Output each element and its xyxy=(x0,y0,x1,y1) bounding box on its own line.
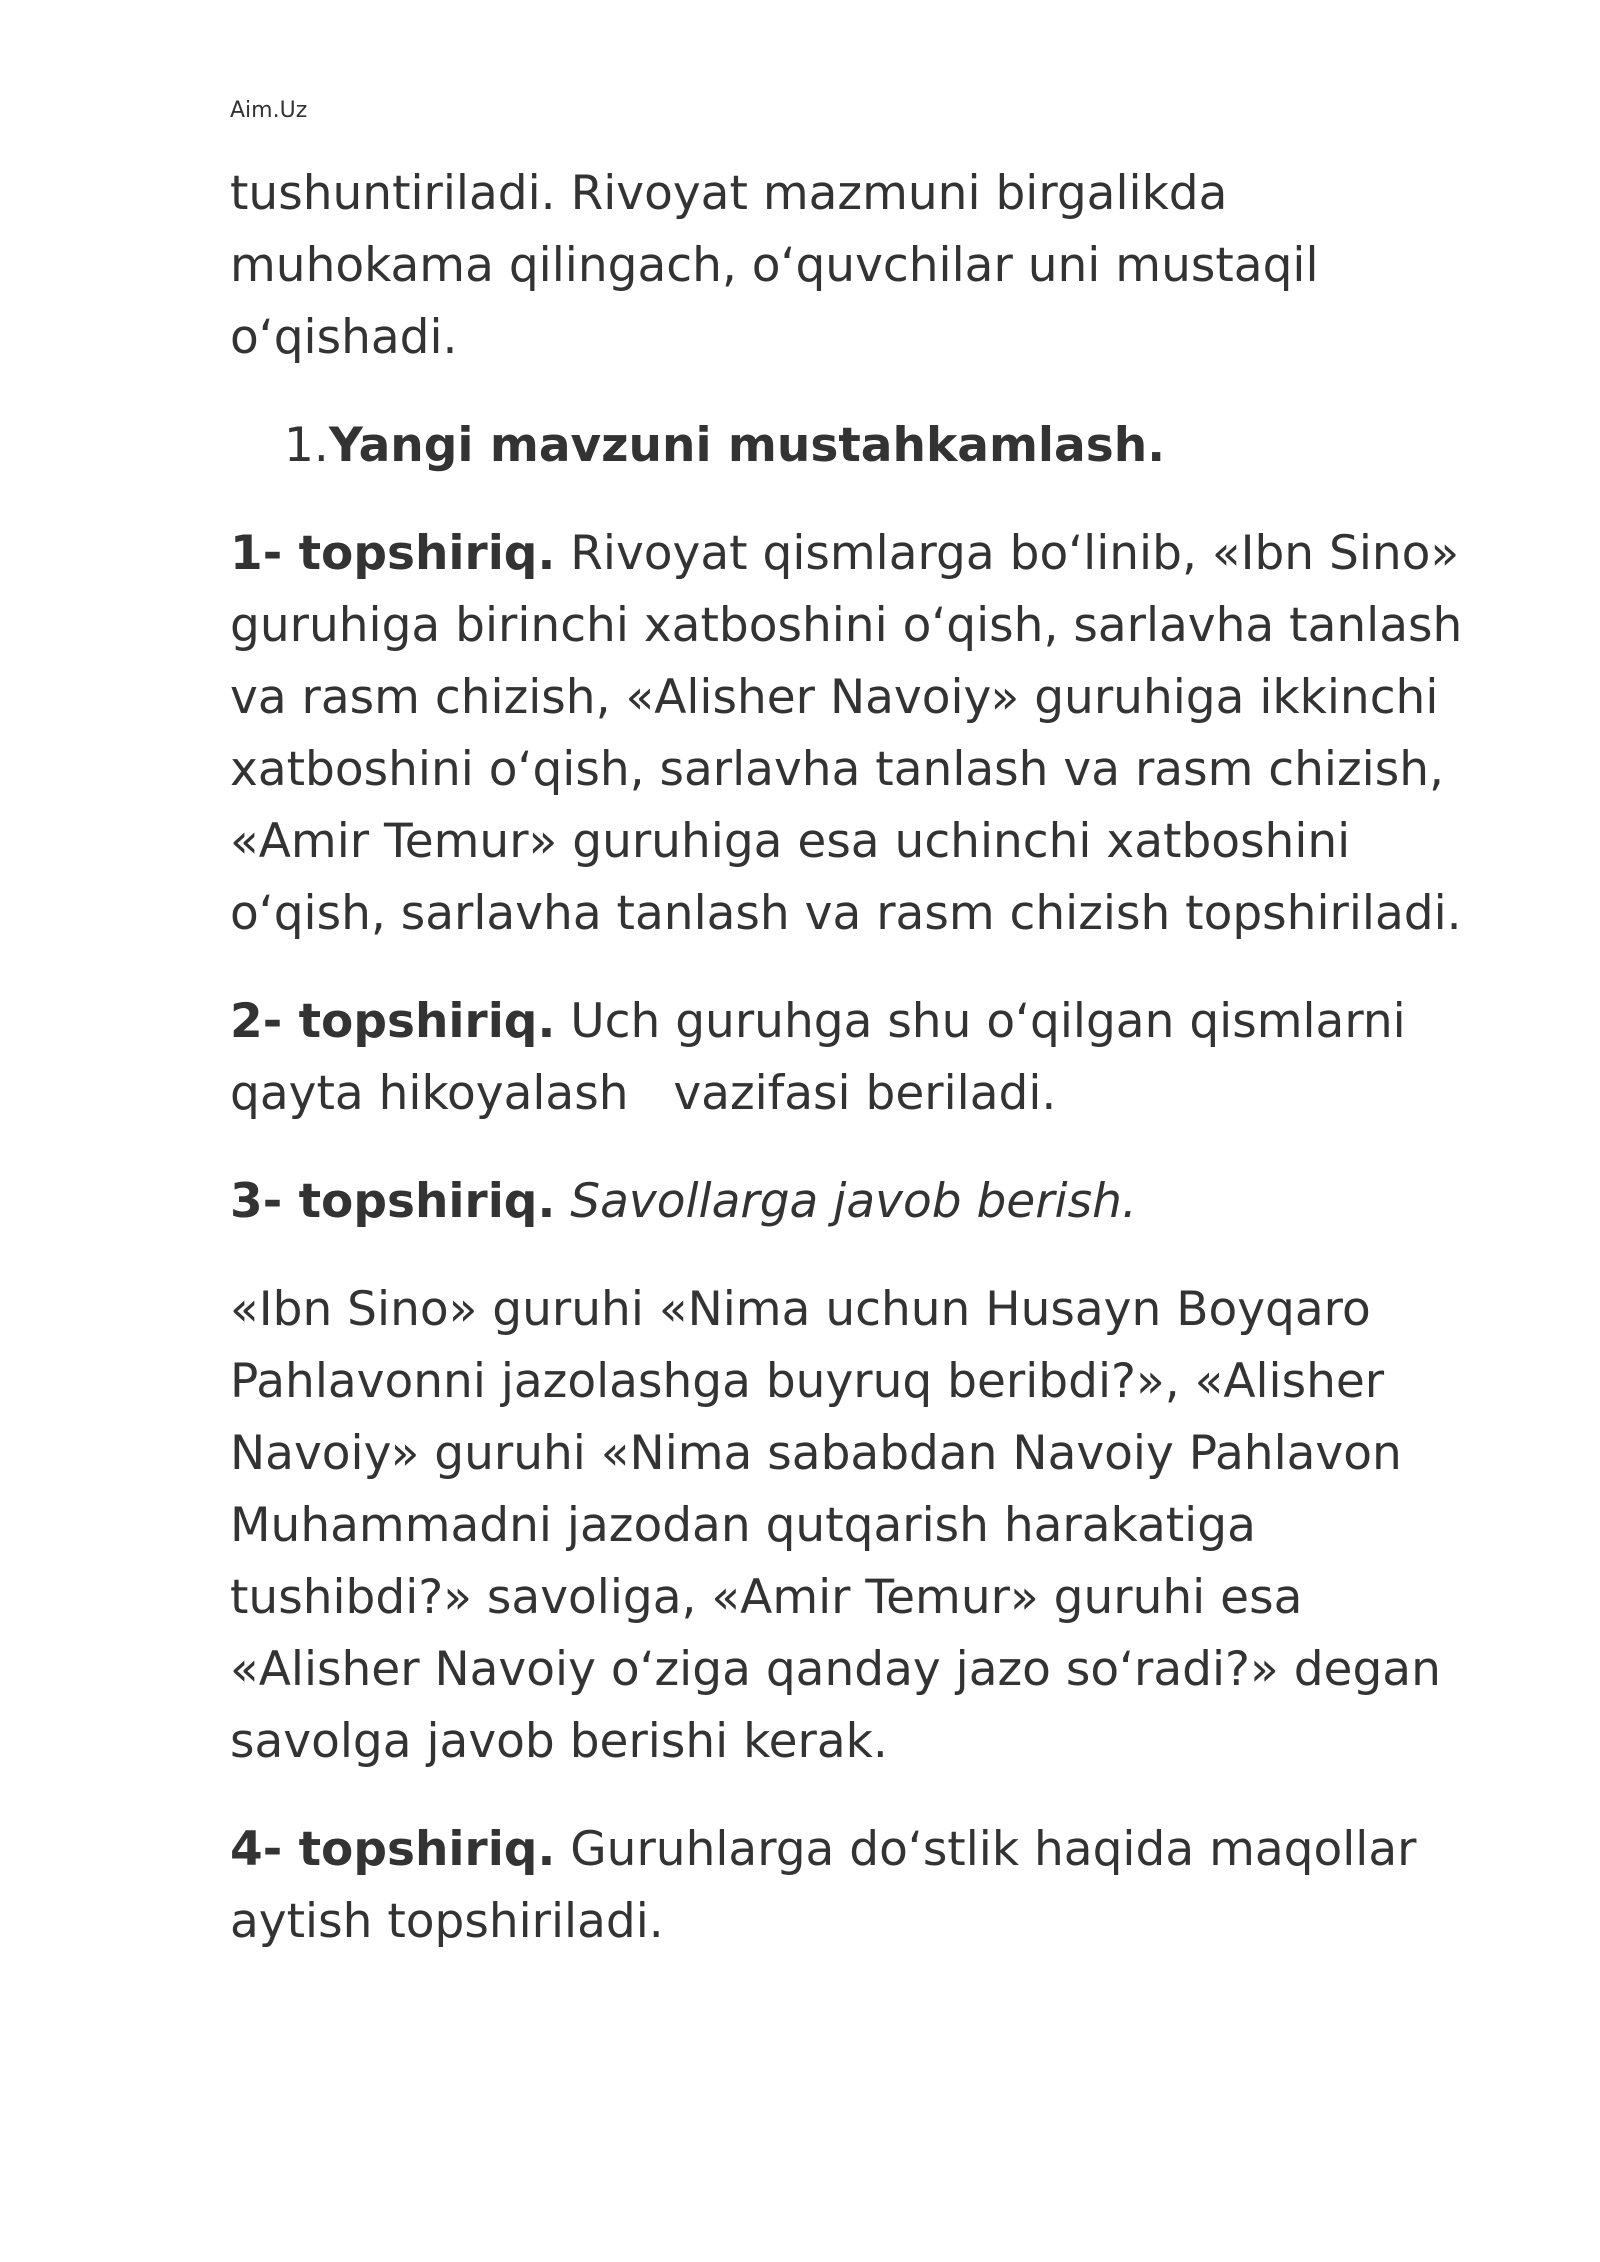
task-2-paragraph xyxy=(230,986,1500,1130)
section-number: 1. xyxy=(284,418,329,473)
task-3-text: Savollarga javob berish. xyxy=(555,1174,1137,1229)
header-site-name: Aim.Uz xyxy=(230,98,308,123)
task-4-paragraph xyxy=(230,1814,1500,1958)
task-2-label: 2- topshiriq. xyxy=(230,994,556,1049)
section-heading xyxy=(284,410,1500,482)
task-3-label: 3- topshiriq. xyxy=(230,1174,556,1229)
section-title: Yangi mavzuni mustahkamlash. xyxy=(328,418,1166,473)
task-2-text: Uch guruhga shu o‘qilgan qismlarni qayta hikoyalash vazifasi beriladi. xyxy=(230,994,1421,1121)
task-1-paragraph xyxy=(230,518,1500,950)
task-4-label: 4- topshiriq. xyxy=(230,1822,556,1877)
page-content xyxy=(230,158,1500,1994)
intro-paragraph: tushuntiriladi. Rivoyat mazmuni birgalikda muhokama qilingach, o‘quvchilar uni mustaqil o‘qishadi. xyxy=(230,166,1319,365)
task-3-paragraph xyxy=(230,1166,1500,1238)
task-1-label: 1- topshiriq. xyxy=(230,526,556,581)
task-1-text: Rivoyat qismlarga bo‘linib, «Ibn Sino» guruhiga birinchi xatboshini o‘qish, sarlavha tanlash va rasm chizish, «Alisher Navoiy» guruhiga ikkinchi xatboshini o‘qish, sarlavha tanlash va rasm chizish, «Amir Temur» guruhiga esa uchinchi xatboshini o‘qish, sarlavha tanlash va rasm chizish topshiriladi. xyxy=(230,526,1463,941)
task-4-text: Guruhlarga do‘stlik haqida maqollar aytish topshiriladi. xyxy=(230,1822,1417,1949)
questions-paragraph: «Ibn Sino» guruhi «Nima uchun Husayn Boyqaro Pahlavonni jazolashga buyruq beribdi?», «Alisher Navoiy» guruhi «Nima sababdan Navoiy Pahlavon Muhammadni jazodan qutqarish harakatiga tushibdi?» savoliga, «Amir Temur» guruhi esa «Alisher Navoiy o‘ziga qanday jazo so‘radi?» degan savolga javob berishi kerak. xyxy=(230,1282,1441,1769)
